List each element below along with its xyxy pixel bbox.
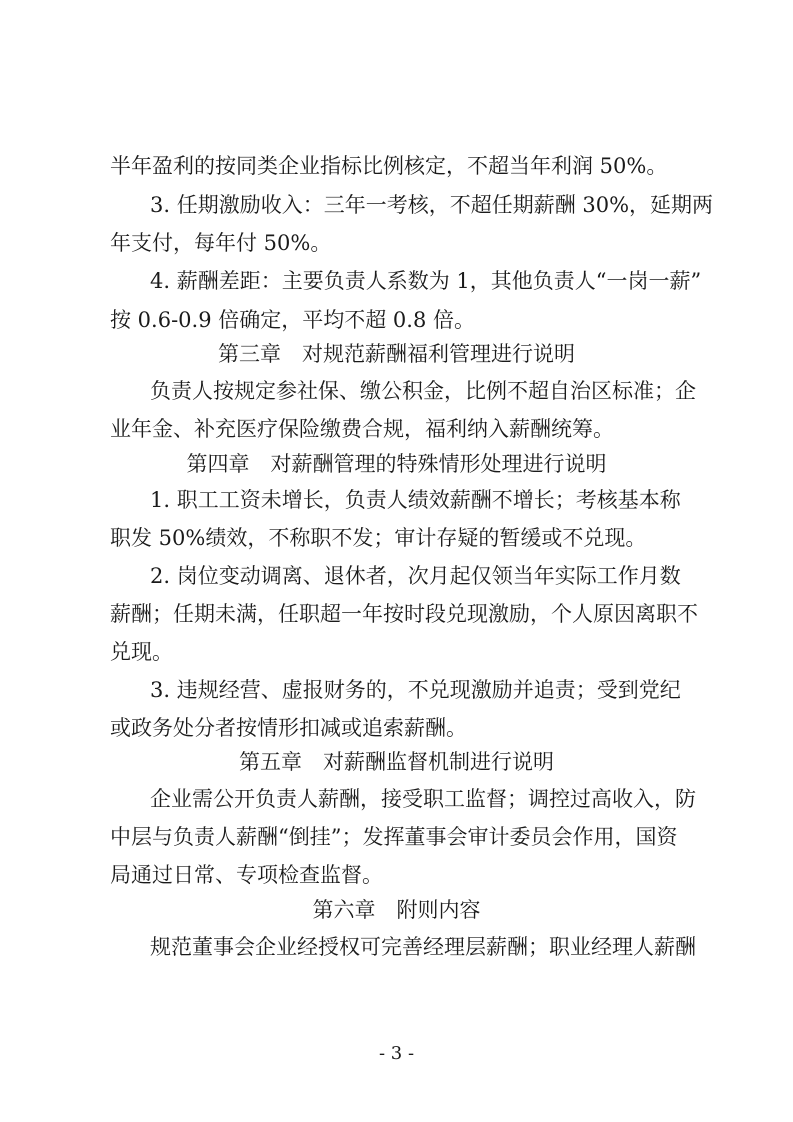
paragraph-line: 1. 职工工资未增长，负责人绩效薪酬不增长；考核基本称 xyxy=(150,488,681,512)
paragraph-line: 年支付，每年付 50%。 xyxy=(110,231,332,255)
paragraph-line: 负责人按规定参社保、缴公积金，比例不超自治区标准；企 xyxy=(150,379,696,403)
paragraph-line: 兑现。 xyxy=(110,640,173,664)
paragraph-line: 职发 50%绩效，不称职不发；审计存疑的暂缓或不兑现。 xyxy=(110,526,647,550)
paragraph-line: 局通过日常、专项检查监督。 xyxy=(110,863,383,887)
page-number: - 3 - xyxy=(378,1043,415,1064)
paragraph-line: 企业需公开负责人薪酬，接受职工监督；调控过高收入，防 xyxy=(150,787,696,811)
paragraph-line: 或政务处分者按情形扣减或追索薪酬。 xyxy=(110,716,467,740)
paragraph-line: 业年金、补充医疗保险缴费合规，福利纳入薪酬统筹。 xyxy=(110,417,614,441)
paragraph-line: 半年盈利的按同类企业指标比例核定，不超当年利润 50%。 xyxy=(110,154,668,178)
paragraph-line: 4. 薪酬差距：主要负责人系数为 1，其他负责人“一岗一薪” xyxy=(150,269,702,293)
paragraph-line: 3. 任期激励收入：三年一考核，不超任期薪酬 30%，延期两 xyxy=(150,193,714,217)
paragraph-line: 薪酬；任期未满，任职超一年按时段兑现激励，个人原因离职不 xyxy=(110,602,698,626)
paragraph-line: 规范董事会企业经授权可完善经理层薪酬；职业经理人薪酬 xyxy=(150,935,696,959)
paragraph-line: 按 0.6-0.9 倍确定，平均不超 0.8 倍。 xyxy=(110,308,475,332)
paragraph-line: 2. 岗位变动调离、退休者，次月起仅领当年实际工作月数 xyxy=(150,564,681,588)
chapter-heading: 第五章 对薪酬监督机制进行说明 xyxy=(239,750,554,774)
paragraph-line: 中层与负责人薪酬“倒挂”；发挥董事会审计委员会作用，国资 xyxy=(110,825,678,849)
paragraph-line: 3. 违规经营、虚报财务的，不兑现激励并追责；受到党纪 xyxy=(150,678,681,702)
chapter-heading: 第四章 对薪酬管理的特殊情形处理进行说明 xyxy=(186,452,607,476)
chapter-heading: 第六章 附则内容 xyxy=(312,898,481,922)
chapter-heading: 第三章 对规范薪酬福利管理进行说明 xyxy=(218,342,575,366)
